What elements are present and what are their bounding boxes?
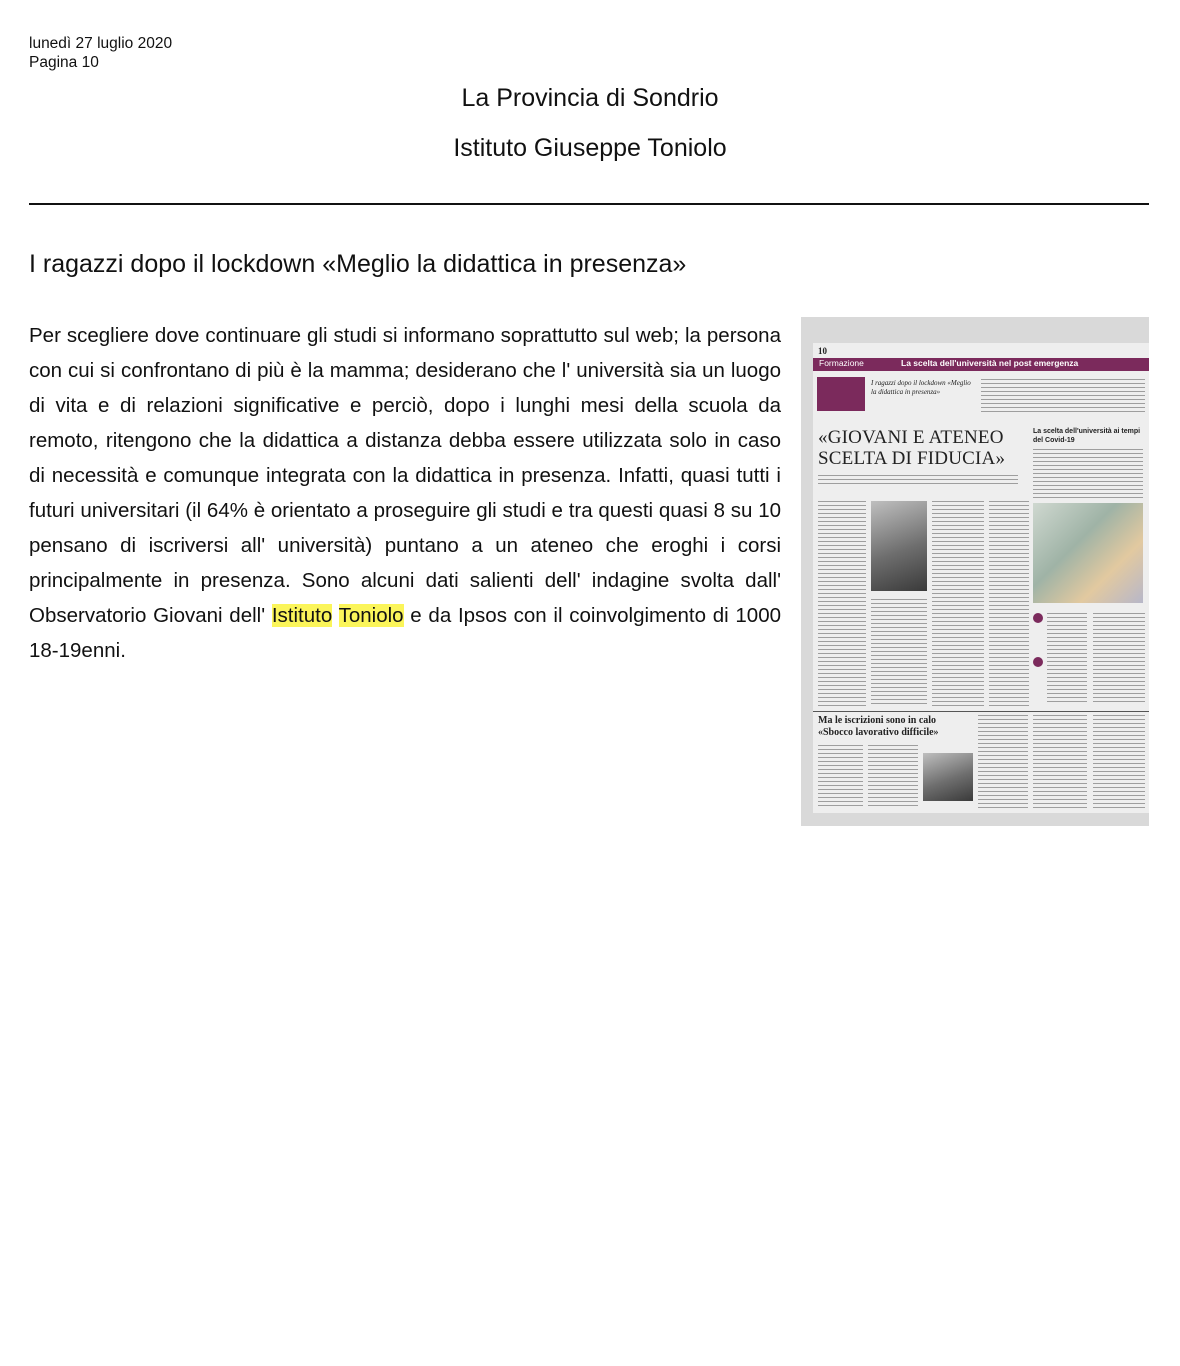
thumb-teaser-text bbox=[981, 379, 1145, 413]
publication-date: lunedì 27 luglio 2020 bbox=[29, 35, 173, 52]
article-text-end: e da Ipsos con il coinvolgimento di 1000 18-19enni. bbox=[29, 604, 782, 662]
thumb-section: Formazione bbox=[819, 358, 864, 368]
thumb-column-7 bbox=[868, 745, 918, 809]
thumb-second-headline-1: Ma le iscrizioni sono in calo bbox=[818, 715, 937, 726]
thumb-column-6 bbox=[818, 745, 863, 809]
thumb-column-3 bbox=[932, 501, 984, 706]
newspaper-page-thumbnail[interactable] bbox=[801, 317, 1149, 826]
thumb-column-4 bbox=[989, 501, 1029, 706]
thumb-illustration bbox=[1033, 503, 1143, 603]
thumb-side-box: La scelta dell'università ai tempi del Covid-19 bbox=[1033, 428, 1141, 444]
thumb-banner: La scelta dell'università nel post emergenza bbox=[901, 358, 1079, 368]
highlight-toniolo: Toniolo bbox=[338, 604, 404, 627]
article-body bbox=[29, 318, 781, 668]
article-title: I ragazzi dopo il lockdown «Meglio la didattica in presenza» bbox=[29, 250, 687, 278]
header-divider bbox=[29, 203, 1149, 205]
thumb-column-9 bbox=[1033, 715, 1087, 809]
thumb-column-8 bbox=[978, 715, 1028, 809]
highlight-istituto: Istituto bbox=[271, 604, 333, 627]
thumb-column-10 bbox=[1093, 715, 1145, 809]
thumb-photo-2 bbox=[923, 753, 973, 801]
thumb-subheadline bbox=[818, 475, 1018, 487]
thumb-main-headline-1: «GIOVANI E ATENEO bbox=[818, 427, 1004, 448]
page-number: Pagina 10 bbox=[29, 54, 99, 71]
article-text-start: Per scegliere dove continuare gli studi si informano soprattutto sul web; la persona con cui si confrontano di più è la mamma; desiderano che l' università sia un luogo di vita e di relazioni significative e perciò, dopo i lunghi mesi della scuola da remoto, ritengono che la didattica a distanza debba essere utilizzata solo in caso di necessità e comunque integrata con la didattica in presenza. Infatti, quasi tutti i futuri universitari (il 64% è orientato a proseguire gli studi e tra questi quasi 8 su 10 pensano di iscriversi all' università) puntano a un ateneo che eroghi i corsi principalmente in presenza. Sono alcuni dati salienti dell' indagine svolta dall' Observatorio Giovani dell' bbox=[29, 324, 781, 627]
thumb-second-headline-2: «Sbocco lavorativo difficile» bbox=[818, 727, 939, 738]
thumb-column-1 bbox=[818, 501, 866, 706]
thumb-main-headline-2: SCELTA DI FIDUCIA» bbox=[818, 448, 1006, 469]
thumb-teaser: I ragazzi dopo il lockdown «Meglio la didattica in presenza» bbox=[871, 379, 971, 396]
thumb-infographic-text bbox=[1047, 613, 1087, 703]
thumb-page-number: 10 bbox=[818, 346, 827, 356]
publication-subject: Istituto Giuseppe Toniolo bbox=[453, 134, 727, 162]
thumb-teaser-icon bbox=[817, 377, 865, 411]
thumb-divider bbox=[813, 711, 1149, 712]
thumb-column-2 bbox=[871, 599, 927, 706]
thumbnail-paper bbox=[813, 343, 1149, 813]
thumb-column-5 bbox=[1093, 613, 1145, 703]
thumb-bullet-2 bbox=[1033, 657, 1043, 667]
thumb-side-text bbox=[1033, 449, 1143, 499]
document-meta bbox=[29, 34, 172, 72]
publication-source: La Provincia di Sondrio bbox=[461, 84, 719, 112]
thumb-photo-1 bbox=[871, 501, 927, 591]
thumb-bullet-1 bbox=[1033, 613, 1043, 623]
